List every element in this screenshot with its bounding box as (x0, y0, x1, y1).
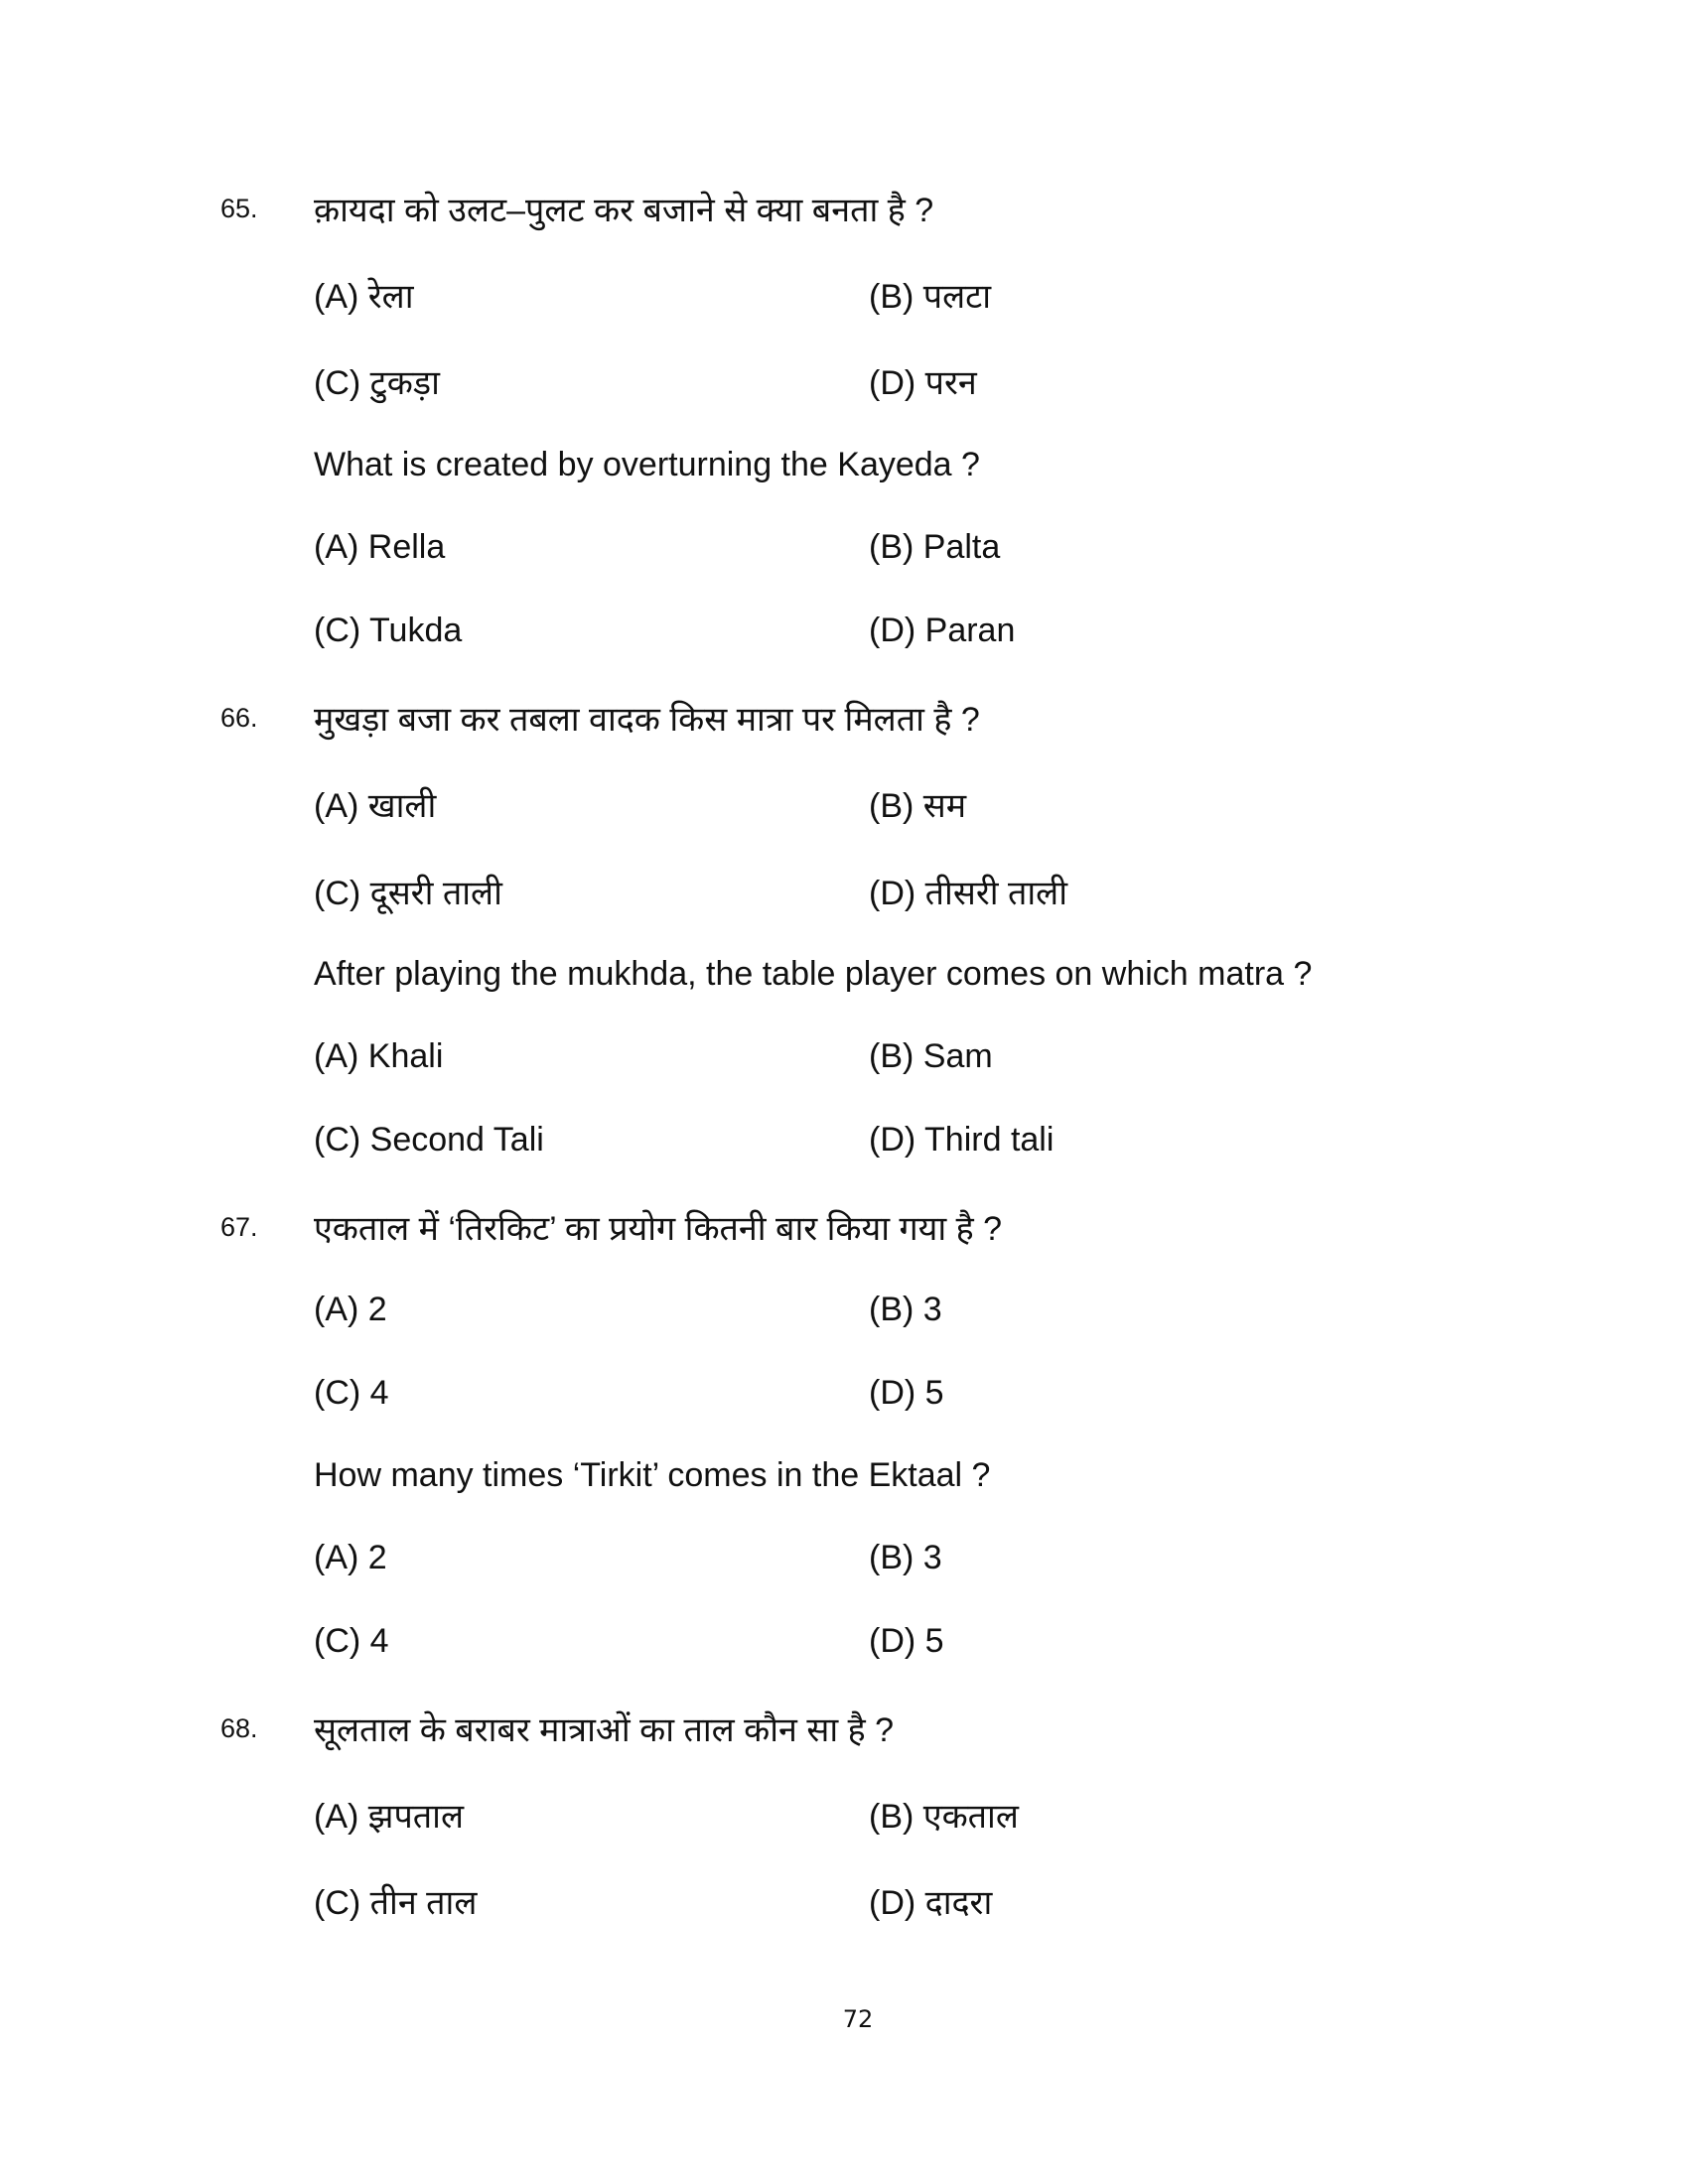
option-a: (A) रेला (314, 278, 414, 316)
question-number: 67. (220, 1212, 258, 1242)
option-b: (B) Sam (869, 1037, 993, 1075)
option-d: (D) दादरा (869, 1884, 993, 1922)
option-c: (C) टुकड़ा (314, 364, 440, 402)
option-b: (B) पलटा (869, 278, 992, 316)
question-text-english: How many times ‘Tirkit’ comes in the Ektaal ? (314, 1456, 991, 1494)
option-b: (B) सम (869, 787, 967, 825)
option-a: (A) Khali (314, 1037, 444, 1075)
option-b: (B) 3 (869, 1539, 942, 1576)
option-d: (D) 5 (869, 1374, 944, 1412)
option-d: (D) तीसरी ताली (869, 875, 1068, 912)
option-a: (A) 2 (314, 1539, 387, 1576)
question-text-english: After playing the mukhda, the table player comes on which matra ? (314, 955, 1313, 993)
option-d: (D) 5 (869, 1622, 944, 1660)
question-number: 66. (220, 703, 258, 733)
option-d: (D) Third tali (869, 1121, 1055, 1159)
question-number: 65. (220, 194, 258, 223)
option-d: (D) Paran (869, 612, 1016, 649)
option-c: (C) तीन ताल (314, 1884, 478, 1922)
option-c: (C) Second Tali (314, 1121, 544, 1159)
option-c: (C) 4 (314, 1622, 389, 1660)
option-a: (A) झपताल (314, 1798, 465, 1836)
option-a: (A) Rella (314, 528, 446, 566)
option-d: (D) परन (869, 364, 977, 402)
question-text-hindi: क़ायदा को उलट–पुलट कर बजाने से क्या बनता है ? (314, 192, 934, 229)
option-a: (A) 2 (314, 1291, 387, 1328)
option-b: (B) एकताल (869, 1798, 1019, 1836)
question-text-hindi: एकताल में ‘तिरकिट’ का प्रयोग कितनी बार किया गया है ? (314, 1210, 1003, 1248)
question-text-hindi: सूलताल के बराबर मात्राओं का ताल कौन सा है ? (314, 1711, 895, 1749)
page-number: 72 (842, 2005, 874, 2033)
option-c: (C) 4 (314, 1374, 389, 1412)
question-number: 68. (220, 1713, 258, 1743)
question-text-hindi: मुखड़ा बजा कर तबला वादक किस मात्रा पर मिलता है ? (314, 701, 980, 739)
question-text-english: What is created by overturning the Kayeda ? (314, 446, 980, 483)
option-b: (B) 3 (869, 1291, 942, 1328)
option-c: (C) Tukda (314, 612, 463, 649)
option-a: (A) खाली (314, 787, 437, 825)
option-b: (B) Palta (869, 528, 1001, 566)
option-c: (C) दूसरी ताली (314, 875, 502, 912)
